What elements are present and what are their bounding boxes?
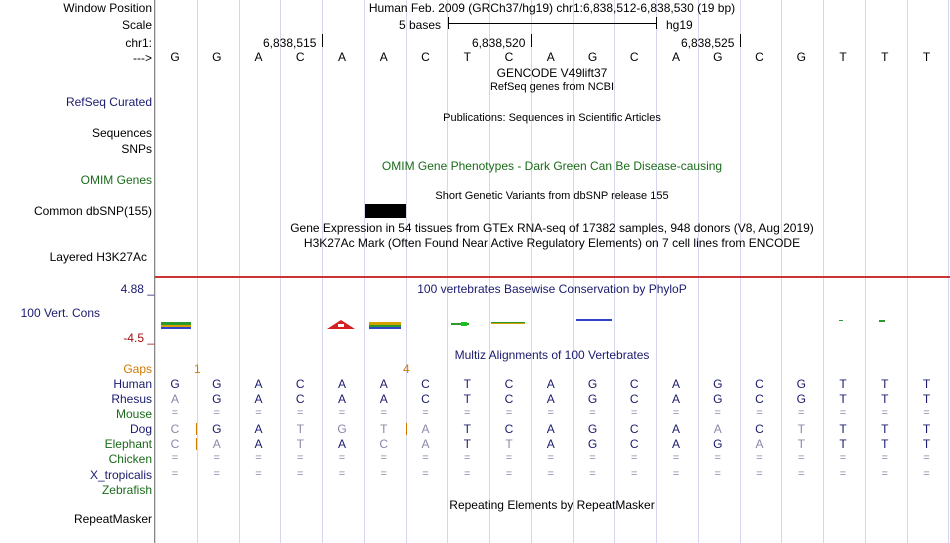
alignment-base: =	[798, 452, 805, 464]
layered-h3k27ac-label[interactable]: Layered H3K27Ac	[49, 250, 147, 264]
base-guide-line	[322, 0, 323, 543]
alignment-base: G	[713, 392, 723, 406]
alignment-base: G	[212, 422, 222, 436]
scale-value: 5 bases	[399, 18, 442, 32]
alignment-base: T	[505, 437, 513, 451]
base-guide-line	[239, 0, 240, 543]
alignment-base: =	[422, 468, 429, 480]
dbsnp-track-title[interactable]: Short Genetic Variants from dbSNP release 155	[435, 190, 669, 202]
alignment-base: C	[379, 437, 389, 451]
insertion-tick	[406, 423, 407, 435]
alignment-base: T	[881, 377, 889, 391]
alignment-base: =	[839, 452, 847, 464]
alignment-base: A	[671, 377, 681, 391]
cons-logo-2	[369, 322, 401, 329]
alignment-base: =	[756, 468, 763, 480]
base-guide-line	[907, 0, 908, 543]
phylop-min-label: -4.5 _	[123, 331, 154, 345]
alignment-base: T	[881, 422, 889, 436]
alignment-base: =	[505, 452, 513, 464]
alignment-base: A	[421, 422, 430, 436]
alignment-base: =	[297, 468, 304, 480]
alignment-base: C	[170, 422, 180, 436]
species-label[interactable]: Chicken	[108, 452, 152, 466]
alignment-base: T	[922, 392, 931, 406]
refseq-curated-label[interactable]: RefSeq Curated	[65, 95, 152, 109]
alignment-base: =	[923, 468, 930, 480]
alignment-base: C	[755, 377, 764, 391]
alignment-base: =	[798, 407, 805, 419]
alignment-base: A	[546, 392, 555, 406]
alignment-base: =	[422, 407, 429, 419]
alignment-base: C	[629, 422, 639, 436]
alignment-base: T	[463, 392, 471, 406]
alignment-base: A	[337, 437, 347, 451]
alignment-base: =	[839, 407, 847, 419]
alignment-base: =	[798, 468, 805, 480]
alignment-base: C	[629, 392, 639, 406]
insertion-tick	[196, 423, 197, 435]
alignment-base: =	[756, 452, 763, 464]
common-dbsnp-label[interactable]: Common dbSNP(155)	[33, 204, 152, 218]
alignment-base: T	[296, 422, 304, 436]
alignment-base: C	[421, 377, 430, 391]
sequences-label[interactable]: Sequences	[91, 126, 152, 140]
alignment-base: A	[671, 437, 681, 451]
alignment-base: C	[170, 437, 180, 451]
alignment-base: =	[255, 468, 262, 480]
alignment-base: =	[464, 468, 471, 480]
alignment-base: =	[338, 407, 346, 419]
alignment-base: =	[505, 468, 513, 480]
scale-assembly: hg19	[666, 18, 693, 32]
alignment-base: =	[297, 452, 304, 464]
alignment-base: =	[213, 452, 220, 464]
species-label[interactable]: X_tropicalis	[89, 468, 152, 482]
alignment-base: =	[839, 468, 847, 480]
alignment-base: =	[631, 407, 638, 419]
reference-base: A	[379, 50, 388, 64]
alignment-base: T	[922, 377, 931, 391]
phylop-conservation-plot	[155, 314, 950, 334]
alignment-base: T	[797, 422, 805, 436]
alignment-base: C	[504, 392, 514, 406]
dbsnp-variant-block[interactable]	[365, 204, 406, 218]
alignment-base: =	[589, 407, 596, 419]
multiz-track-title[interactable]: Multiz Alignments of 100 Vertebrates	[454, 348, 650, 362]
alignment-base: T	[839, 422, 847, 436]
reference-base: G	[713, 50, 723, 64]
alignment-base: =	[672, 407, 680, 419]
alignment-base: =	[171, 407, 179, 419]
species-label[interactable]: Dog	[129, 422, 152, 436]
base-guide-line	[197, 0, 198, 543]
base-guide-line	[364, 0, 365, 543]
publications-track-title[interactable]: Publications: Sequences in Scientific Articles	[443, 112, 661, 124]
strand-label: --->	[133, 51, 152, 65]
alignment-base: C	[755, 392, 764, 406]
coord-tick-mark-1	[322, 34, 323, 47]
alignment-base: A	[546, 437, 555, 451]
alignment-base: G	[587, 437, 598, 451]
reference-base: C	[629, 50, 639, 64]
reference-base: T	[463, 50, 471, 64]
label-divider	[154, 0, 155, 543]
alignment-base: =	[714, 452, 721, 464]
alignment-base: C	[755, 422, 764, 436]
alignment-base: C	[504, 377, 514, 391]
alignment-base: A	[713, 422, 722, 436]
alignment-base: =	[589, 468, 596, 480]
coord-tick-mark-2	[531, 34, 532, 47]
alignment-base: G	[587, 377, 598, 391]
alignment-base: A	[546, 422, 555, 436]
alignment-base: =	[505, 407, 513, 419]
alignment-base: A	[379, 392, 388, 406]
alignment-base: =	[338, 468, 346, 480]
alignment-base: =	[589, 452, 596, 464]
alignment-base: =	[380, 468, 387, 480]
alignment-base: A	[212, 437, 221, 451]
phylop-max-label: 4.88 _	[120, 282, 154, 296]
alignment-base: T	[463, 377, 471, 391]
repeatmasker-label[interactable]: RepeatMasker	[73, 512, 152, 526]
alignment-base: C	[504, 422, 514, 436]
alignment-base: G	[796, 392, 806, 406]
coord-tick-1: 6,838,515	[263, 36, 317, 50]
alignment-base: A	[254, 422, 263, 436]
alignment-base: =	[923, 407, 930, 419]
alignment-base: G	[212, 392, 222, 406]
gtex-track-title[interactable]: Gene Expression in 54 tissues from GTEx RNA-seq of 17382 samples, 948 donors (V8, Aug 2019)	[290, 221, 814, 235]
reference-base: T	[839, 50, 847, 64]
alignment-base: =	[213, 468, 220, 480]
phylop-track-title[interactable]: 100 vertebrates Basewise Conservation by PhyloP	[417, 282, 687, 296]
alignment-base: =	[255, 407, 262, 419]
repeatmasker-track-title[interactable]: Repeating Elements by RepeatMasker	[449, 498, 655, 512]
reference-base: A	[671, 50, 681, 64]
alignment-base: =	[547, 468, 554, 480]
alignment-base: =	[171, 452, 179, 464]
alignment-base: T	[296, 437, 304, 451]
vert-cons-label[interactable]: 100 Vert. Cons	[20, 306, 100, 320]
alignment-base: A	[546, 377, 555, 391]
reference-base: C	[504, 50, 514, 64]
species-label[interactable]: Human	[113, 377, 152, 391]
reference-base: T	[922, 50, 931, 64]
alignment-base: A	[755, 437, 764, 451]
scale-bar	[448, 23, 656, 24]
alignment-base: T	[881, 392, 889, 406]
alignment-base: T	[463, 422, 471, 436]
base-guide-line	[656, 0, 657, 543]
h3k27ac-track-title[interactable]: H3K27Ac Mark (Often Found Near Active Regulatory Elements) on 7 cell lines from ENCODE	[303, 236, 801, 250]
base-guide-line	[406, 0, 407, 543]
omim-genes-label[interactable]: OMIM Genes	[80, 173, 152, 187]
alignment-base: =	[714, 468, 721, 480]
scale-bar-right-tick	[656, 17, 657, 29]
alignment-base: =	[672, 452, 680, 464]
chrom-label: chr1:	[125, 36, 152, 50]
alignment-base: =	[171, 468, 179, 480]
coord-tick-mark-3	[740, 34, 741, 47]
alignment-base: T	[380, 422, 388, 436]
alignment-base: T	[881, 437, 889, 451]
alignment-base: G	[170, 377, 180, 391]
alignment-base: T	[839, 377, 847, 391]
window-position-label: Window Position	[63, 1, 152, 15]
reference-base: A	[546, 50, 555, 64]
alignment-base: G	[337, 422, 347, 436]
base-guide-line	[740, 0, 741, 543]
alignment-base: G	[713, 377, 723, 391]
alignment-base: C	[629, 377, 639, 391]
alignment-base: A	[254, 437, 263, 451]
alignment-base: =	[255, 452, 262, 464]
alignment-base: =	[923, 452, 930, 464]
alignment-base: =	[213, 407, 220, 419]
base-guide-line	[614, 0, 615, 543]
alignment-base: T	[839, 392, 847, 406]
species-label[interactable]: Elephant	[104, 437, 152, 451]
reference-base: G	[212, 50, 222, 64]
alignment-base: G	[796, 377, 806, 391]
alignment-base: =	[881, 407, 888, 419]
species-label[interactable]: Zebrafish	[101, 483, 152, 497]
alignment-base: T	[922, 437, 931, 451]
omim-track-title[interactable]: OMIM Gene Phenotypes - Dark Green Can Be Disease-causing	[381, 159, 723, 173]
alignment-base: =	[631, 468, 638, 480]
base-guide-line	[155, 0, 156, 543]
scale-label: Scale	[121, 18, 152, 32]
base-guide-line	[280, 0, 281, 543]
alignment-base: =	[464, 452, 471, 464]
species-label[interactable]: Mouse	[115, 407, 152, 421]
window-position-value: Human Feb. 2009 (GRCh37/hg19) chr1:6,838,512-6,838,530 (19 bp)	[368, 1, 736, 15]
alignment-base: =	[422, 452, 429, 464]
reference-base: C	[755, 50, 764, 64]
base-guide-line	[948, 0, 949, 543]
gap-mark-4: 4	[403, 362, 410, 376]
alignment-base: =	[380, 407, 387, 419]
base-guide-line	[781, 0, 782, 543]
gencode-track-title[interactable]: GENCODE V49lift37	[496, 66, 608, 80]
alignment-base: A	[337, 392, 347, 406]
alignment-base: A	[170, 392, 180, 406]
reference-base: A	[254, 50, 263, 64]
alignment-base: T	[922, 422, 931, 436]
species-label[interactable]: Rhesus	[111, 392, 152, 406]
alignment-base: A	[421, 437, 430, 451]
base-guide-line	[447, 0, 448, 543]
alignment-base: T	[463, 437, 471, 451]
alignment-base: =	[297, 407, 304, 419]
alignment-base: T	[839, 437, 847, 451]
gap-mark-1: 1	[194, 362, 201, 376]
reference-base: G	[170, 50, 180, 64]
alignment-base: C	[421, 392, 430, 406]
alignment-base: A	[671, 392, 681, 406]
alignment-base: G	[587, 392, 598, 406]
track-separator	[155, 276, 950, 278]
alignment-base: =	[547, 452, 554, 464]
alignment-base: G	[713, 437, 723, 451]
base-guide-line	[823, 0, 824, 543]
reference-base: G	[587, 50, 598, 64]
alignment-base: =	[547, 407, 554, 419]
reference-base: C	[421, 50, 430, 64]
alignment-base: =	[672, 468, 680, 480]
refseq-track-subtitle: RefSeq genes from NCBI	[489, 81, 615, 93]
snps-label[interactable]: SNPs	[121, 142, 152, 156]
reference-base: C	[295, 50, 305, 64]
alignment-base: A	[337, 377, 347, 391]
reference-base: G	[796, 50, 806, 64]
alignment-base: A	[671, 422, 681, 436]
alignment-base: =	[881, 452, 888, 464]
alignment-base: C	[295, 377, 305, 391]
base-guide-line	[698, 0, 699, 543]
alignment-base: A	[254, 392, 263, 406]
alignment-base: A	[254, 377, 263, 391]
alignment-base: G	[212, 377, 222, 391]
alignment-base: =	[338, 452, 346, 464]
base-guide-line	[865, 0, 866, 543]
coord-tick-2: 6,838,520	[472, 36, 526, 50]
alignment-base: A	[379, 377, 388, 391]
reference-base: A	[337, 50, 347, 64]
alignment-base: =	[756, 407, 763, 419]
gaps-label[interactable]: Gaps	[123, 362, 152, 376]
cons-logo-1	[161, 322, 191, 329]
alignment-base: G	[587, 422, 598, 436]
alignment-base: =	[631, 452, 638, 464]
alignment-base: =	[380, 452, 387, 464]
alignment-base: C	[629, 437, 639, 451]
alignment-base: C	[295, 392, 305, 406]
insertion-tick	[196, 438, 197, 450]
alignment-base: =	[464, 407, 471, 419]
reference-base: T	[881, 50, 889, 64]
alignment-base: =	[714, 407, 721, 419]
coord-tick-3: 6,838,525	[681, 36, 735, 50]
alignment-base: =	[881, 468, 888, 480]
alignment-base: T	[797, 437, 805, 451]
